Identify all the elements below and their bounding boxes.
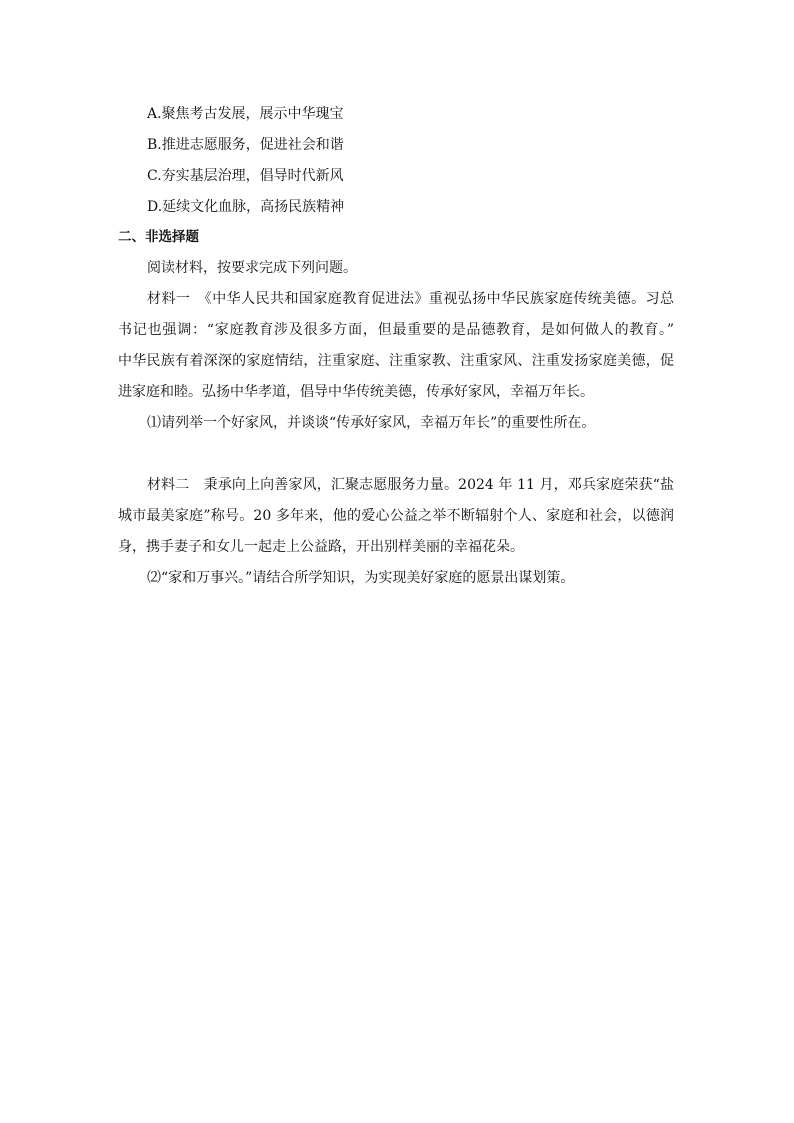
material1-line1: 材料一 《中华人民共和国家庭教育促进法》重视弘扬中华民族家庭传统美德。习总 — [147, 291, 674, 307]
material2-line1: 材料二 秉承向上向善家风，汇聚志愿服务力量。2024 年 11 月，邓兵家庭荣获“盐 — [147, 477, 674, 493]
option-b — [147, 135, 344, 155]
option-c-letter: C. — [147, 168, 162, 184]
question-1: ⑴请列举一个好家风，并谈谈“传承好家风，幸福万年长”的重要性所在。 — [147, 415, 596, 431]
option-d-text: 延续文化血脉，高扬民族精神 — [162, 199, 345, 215]
option-a — [147, 104, 344, 124]
question-2: ⑵“家和万事兴。”请结合所学知识，为实现美好家庭的愿景出谋划策。 — [147, 570, 575, 586]
option-c-text: 夯实基层治理，倡导时代新风 — [161, 168, 344, 184]
option-d — [147, 197, 344, 217]
material2-line2: 城市最美家庭”称号。20 多年来，他的爱心公益之举不断辐射个人、家庭和社会，以德润 — [118, 508, 674, 524]
section-heading: 二、非选择题 — [118, 229, 199, 245]
option-d-letter: D. — [147, 199, 163, 215]
option-a-text: 聚焦考古发展，展示中华瑰宝 — [161, 106, 344, 122]
instruction-text: 阅读材料，按要求完成下列问题。 — [147, 260, 357, 276]
material1-line4: 进家庭和睦。弘扬中华孝道，倡导中华传统美德，传承好家风，幸福万年长。 — [118, 384, 594, 400]
material1-line2: 书记也强调：“家庭教育涉及很多方面，但最重要的是品德教育，是如何做人的教育。” — [118, 322, 674, 338]
option-b-text: 推进志愿服务，促进社会和谐 — [161, 137, 344, 153]
option-c — [147, 166, 344, 186]
option-b-letter: B. — [147, 137, 162, 153]
material2-line3: 身，携手妻子和女儿一起走上公益路，开出别样美丽的幸福花朵。 — [118, 539, 524, 555]
material1-line3: 中华民族有着深深的家庭情结，注重家庭、注重家教、注重家风、注重发扬家庭美德，促 — [118, 353, 674, 369]
option-a-letter: A. — [147, 106, 162, 122]
